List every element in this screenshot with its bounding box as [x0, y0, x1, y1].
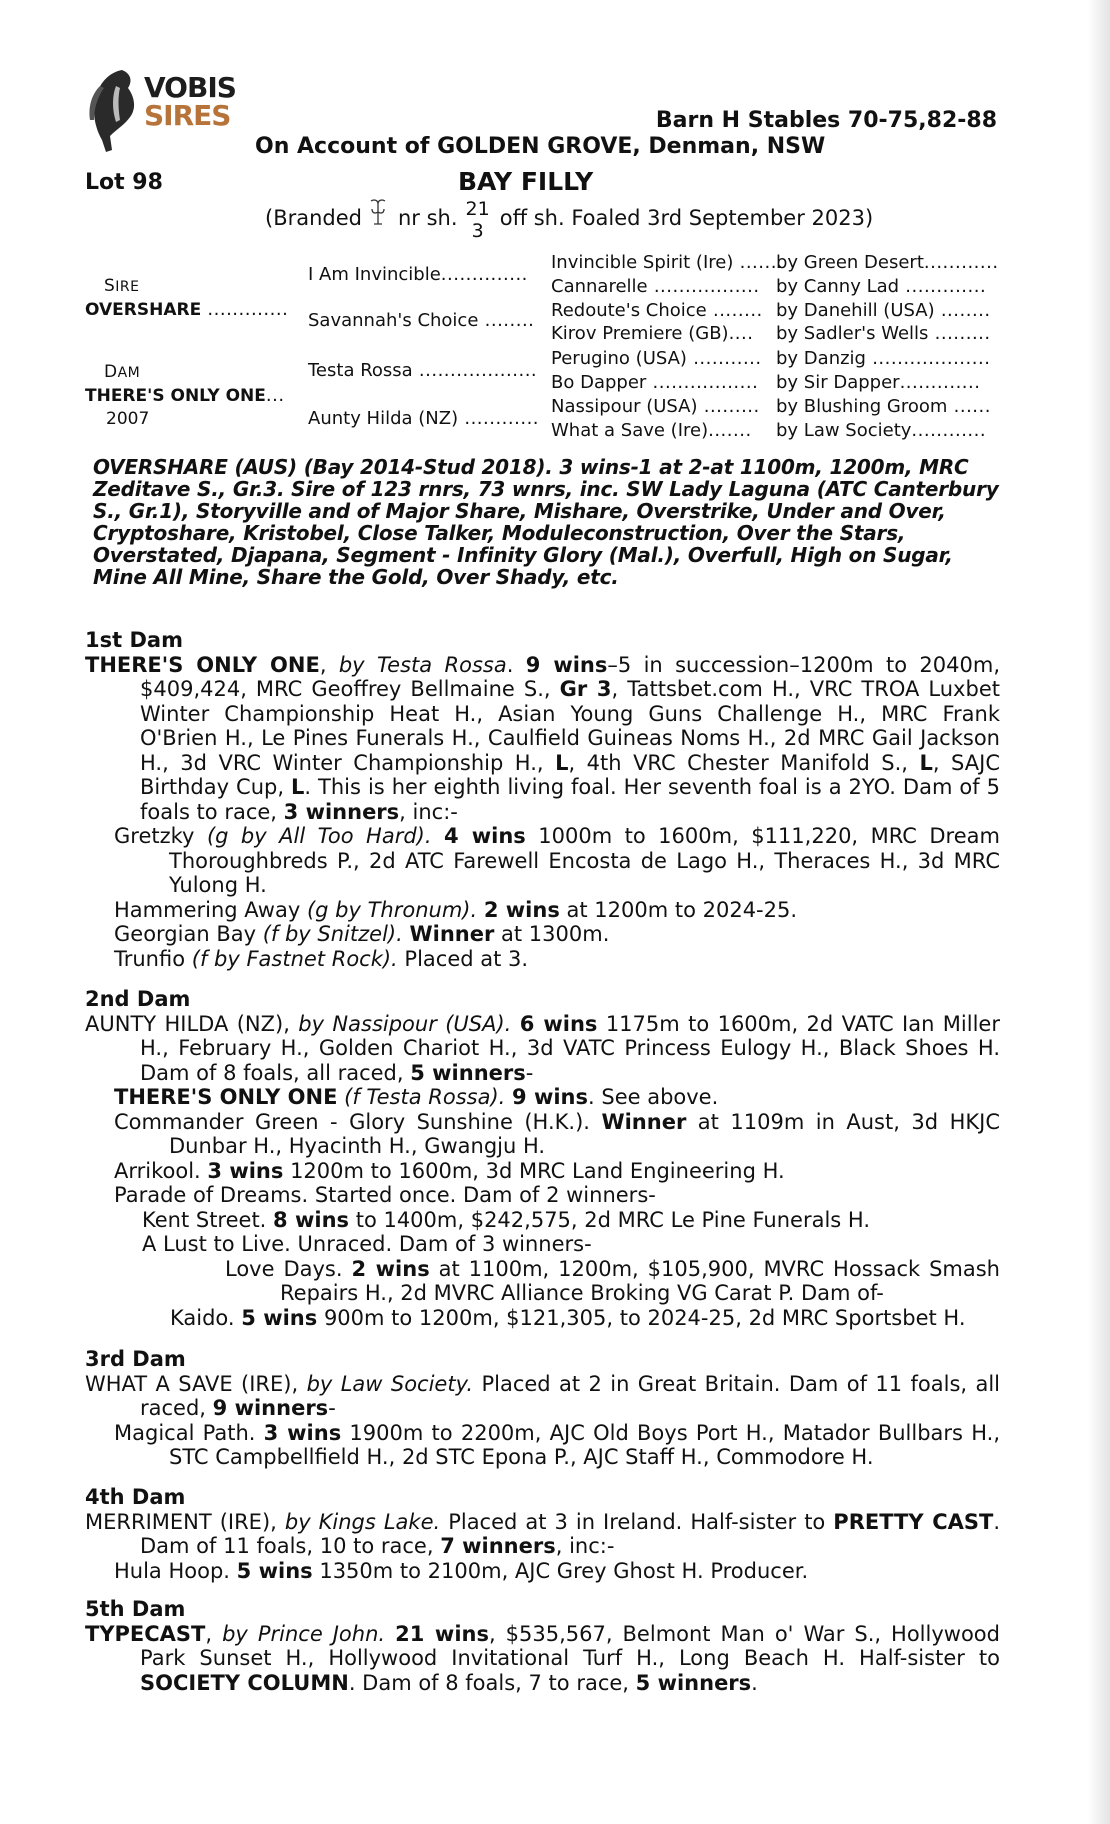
gen3-row-7: Nassipour (USA) ......... [551, 396, 760, 417]
brand-number-top: 21 [465, 198, 490, 220]
gen3-row-8: What a Save (Ire)....... [551, 420, 752, 441]
dam-year: 2007 [106, 409, 150, 429]
progeny-parade-of-dreams: Parade of Dreams. Started once. Dam of 2 winners- [114, 1183, 656, 1207]
fifth-dam-section [85, 1597, 1000, 1695]
gen3-row-3: Redoute's Choice ........ [551, 300, 763, 321]
progeny-kent-street: Kent Street. 8 wins to 1400m, $242,575, 2d MRC Le Pine Funerals H. [142, 1207, 871, 1232]
sire-summary: OVERSHARE (AUS) (Bay 2014-Stud 2018). 3 wins-1 at 2-at 1100m, 1200m, MRC Zeditave S., Gr.3. Sire of 123 rnrs, 73 wnrs, inc. SW Lady Laguna (ATC Canterbury S., Gr.1), Storyville and of Major Share, Mishare, Overstrike, Under and Over, Cryptoshare, Kristobel, Close Talker, Moduleconstruction, Over the Stars, Overstated, Djapana, Segment - Infinity Glory (Mal.), Overfull, High on Sugar, Mine All Mine, Share the Gold, Over Shady, etc. [93, 455, 999, 589]
progeny-trunfio: Trunfio (f by Fastnet Rock). Placed at 3. [114, 946, 529, 971]
progeny-commander-green: Commander Green - Glory Sunshine (H.K.). Winner at 1109m in Aust, 3d HKJC Dunbar H., Hyacinth H., Gwangju H. [114, 1109, 1000, 1158]
sire-sire: I Am Invincible [308, 264, 441, 285]
dam-sire: Testa Rossa [308, 360, 413, 381]
sire-name-row: OVERSHARE ............. [85, 299, 289, 320]
dam-dam: Aunty Hilda (NZ) [308, 408, 459, 429]
first-dam-section [85, 628, 1000, 971]
gen4-row-5: by Danzig ................... [776, 348, 991, 369]
gen4-row-4: by Sadler's Wells ......... [776, 323, 991, 344]
gen4-row-7: by Blushing Groom ...... [776, 396, 991, 417]
logo-word-vobis: VOBIS [144, 71, 236, 104]
gen4-row-6: by Sir Dapper............. [776, 372, 981, 393]
page-edge-shadow [1088, 0, 1110, 1824]
logo-word-sires: SIRES [144, 99, 231, 132]
horse-head-icon [82, 66, 144, 156]
dam-dam-row: Aunty Hilda (NZ) ............ [308, 408, 540, 429]
gen4-row-3: by Danehill (USA) ........ [776, 300, 991, 321]
brand-number-fraction [466, 198, 490, 242]
barn-location: Barn H Stables 70-75,82-88 [655, 108, 997, 133]
brand-open-text: (Branded [265, 206, 362, 230]
second-dam-text: AUNTY HILDA (NZ), by Nassipour (USA). 6 wins 1175m to 1600m, 2d VATC Ian Miller H., February H., Golden Chariot H., 3d VATC Princess Eulogy H., Black Shoes H. Dam of 8 foals, all raced, 5 winners- [85, 1011, 1000, 1085]
fifth-dam-text: TYPECAST, by Prince John. 21 wins, $535,567, Belmont Man o' War S., Hollywood Park Sunset H., Hollywood Invitational Turf H., Long Beach H. Half-sister to SOCIETY COLUMN. Dam of 8 foals, 7 to race, 5 winners. [85, 1621, 1000, 1695]
progeny-georgian-bay: Georgian Bay (f by Snitzel). Winner at 1300m. [114, 922, 610, 946]
progeny-kaido: Kaido. 5 wins 900m to 1200m, $121,305, to 2024-25, 2d MRC Sportsbet H. [170, 1305, 966, 1330]
progeny-gretzky: Gretzky (g by All Too Hard). 4 wins 1000m to 1600m, $111,220, MRC Dream Thoroughbreds P., 2d ATC Farewell Encosta de Lago H., Theraces H., 3d MRC Yulong H. [114, 824, 1000, 897]
progeny-hammering-away: Hammering Away (g by Thronum). 2 wins at 1200m to 2024-25. [114, 897, 798, 922]
third-dam-heading: 3rd Dam [85, 1347, 186, 1371]
lot-sex-colour: BAY FILLY [458, 167, 594, 196]
brand-number-bottom: 3 [471, 220, 484, 242]
gen4-row-1: by Green Desert............ [776, 252, 999, 273]
gen3-row-2: Cannarelle ................. [551, 276, 760, 297]
gen3-row-6: Bo Dapper ................. [551, 372, 759, 393]
progeny-arrikool: Arrikool. 3 wins 1200m to 1600m, 3d MRC Land Engineering H. [114, 1158, 785, 1183]
first-dam-text: THERE'S ONLY ONE, by Testa Rossa. 9 wins–5 in succession–1200m to 2040m, $409,424, MRC Geoffrey Bellmaine S., Gr 3, Tattsbet.com H., VRC TROA Luxbet Winter Championship Heat H., Asian Young Guns Challenge H., MRC Frank O'Brien H., Le Pines Funerals H., Caulfield Guineas Noms H., 2d MRC Gail Jackson H., 3d VRC Winter Championship H., L, 4th VRC Chester Manifold S., L, SAJC Birthday Cup, L. This is her eighth living foal. Her seventh foal is a 2YO. Dam of 5 foals to race, 3 winners, inc:- [85, 652, 1000, 824]
brand-offside-foaled-text: off sh. Foaled 3rd September 2023) [499, 206, 874, 230]
vendor-account: On Account of GOLDEN GROVE, Denman, NSW [255, 134, 826, 159]
fourth-dam-section [85, 1485, 1000, 1583]
first-dam-heading: 1st Dam [85, 628, 183, 652]
second-dam-heading: 2nd Dam [85, 987, 191, 1011]
second-dam-section [85, 987, 1000, 1330]
sire-name: OVERSHARE [85, 300, 202, 320]
gen4-row-2: by Canny Lad ............. [776, 276, 987, 297]
dam-sire-row: Testa Rossa ................... [308, 360, 538, 381]
progeny-a-lust-to-live: A Lust to Live. Unraced. Dam of 3 winners- [142, 1232, 592, 1256]
fifth-dam-heading: 5th Dam [85, 1597, 186, 1621]
dam-name: THERE'S ONLY ONE [85, 386, 266, 406]
progeny-magical-path: Magical Path. 3 wins 1900m to 2200m, AJC Old Boys Port H., Matador Bullbars H., STC Campbellfield H., 2d STC Epona P., AJC Staff H., Commodore H. [114, 1420, 1000, 1469]
fourth-dam-text: MERRIMENT (IRE), by Kings Lake. Placed at 3 in Ireland. Half-sister to PRETTY CAST. Dam of 11 foals, 10 to race, 7 winners, inc:- [85, 1509, 1000, 1558]
gen4-row-8: by Law Society............ [776, 420, 987, 441]
gen3-row-5: Perugino (USA) ........... [551, 348, 762, 369]
sire-dam-row: Savannah's Choice ........ [308, 310, 535, 331]
sire-sire-row: I Am Invincible.............. [308, 264, 528, 285]
dam-name-row: THERE'S ONLY ONE... [85, 385, 285, 406]
dam-label: DAM [104, 362, 141, 382]
sire-dam: Savannah's Choice [308, 310, 479, 331]
gen3-row-1: Invincible Spirit (Ire) ....... [551, 252, 784, 273]
lot-number: Lot 98 [85, 170, 163, 195]
brand-mark-icon [366, 197, 390, 227]
third-dam-section [85, 1347, 1000, 1470]
progeny-love-days: Love Days. 2 wins at 1100m, 1200m, $105,900, MVRC Hossack Smash Repairs H., 2d MVRC Alliance Broking VG Carat P. Dam of- [225, 1256, 1000, 1305]
brand-and-foaled-line [265, 196, 873, 240]
progeny-hula-hoop: Hula Hoop. 5 wins 1350m to 2100m, AJC Grey Ghost H. Producer. [114, 1558, 809, 1583]
fourth-dam-heading: 4th Dam [85, 1485, 186, 1509]
brand-nearside-text: nr sh. [398, 206, 458, 230]
progeny-theres-only-one: THERE'S ONLY ONE (f Testa Rossa). 9 wins. See above. [114, 1085, 719, 1109]
gen3-row-4: Kirov Premiere (GB).... [551, 323, 754, 344]
third-dam-text: WHAT A SAVE (IRE), by Law Society. Placed at 2 in Great Britain. Dam of 11 foals, all raced, 9 winners- [85, 1371, 1000, 1420]
vobis-sires-logo [82, 66, 236, 166]
sire-label: SIRE [104, 276, 140, 296]
